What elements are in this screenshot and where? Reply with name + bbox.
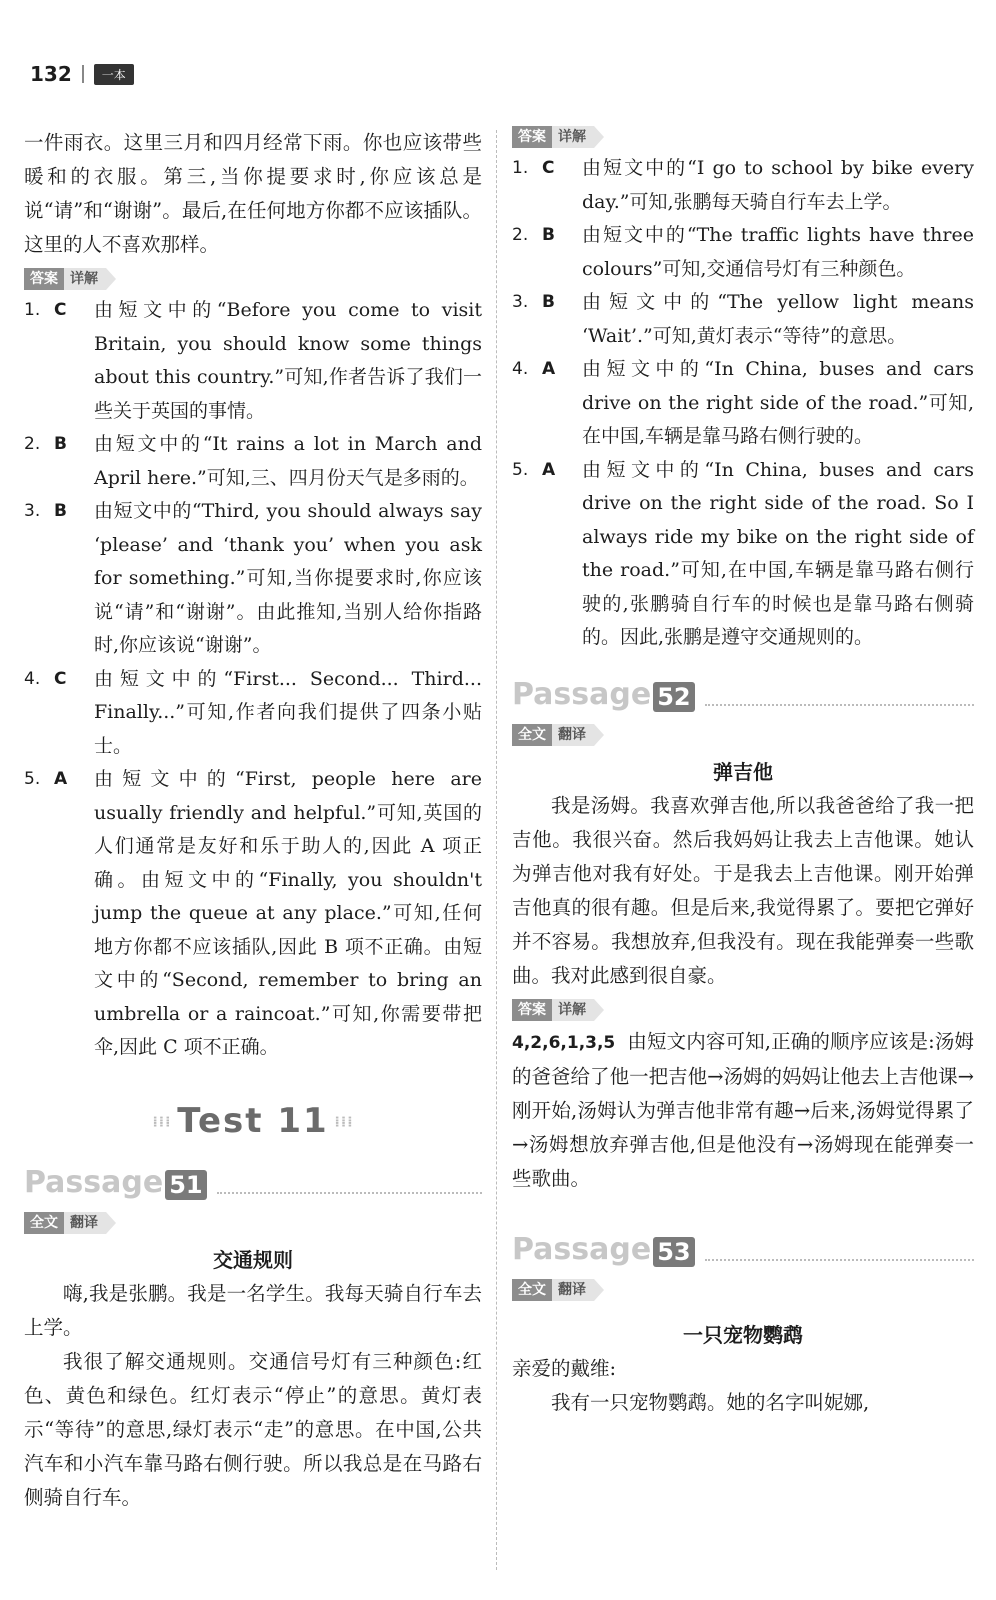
passage-number: 52 xyxy=(653,682,694,712)
answer-item: 2. B 由短文中的“The traffic lights have three colours”可知,交通信号灯有三种颜色。 xyxy=(512,224,974,280)
order-answer xyxy=(512,1025,974,1196)
answer-item: 2. B 由短文中的“It rains a lot in March and April here.”可知,三、四月份天气是多雨的。 xyxy=(24,433,482,489)
answer-item: 1. C 由短文中的“Before you come to visit Britain, you should know some things about this country.”可知,作者告诉了我们一些关于英国的事情。 xyxy=(24,299,482,422)
translation-title: 交通规则 xyxy=(213,1247,293,1272)
letter-salutation: 亲爱的戴维: xyxy=(512,1356,617,1380)
passage-number: 53 xyxy=(653,1237,694,1267)
intro-paragraph: 一件雨衣。这里三月和四月经常下雨。你也应该带些暖和的衣服。第三,当你提要求时,你应该总是说“请”和“谢谢”。最后,在任何地方你都不应该插队。这里的人不喜欢那样。 xyxy=(24,131,482,256)
answer-item: 1. C 由短文中的“I go to school by bike every day.”可知,张鹏每天骑自行车去上学。 xyxy=(512,157,974,213)
translation-title: 弹吉他 xyxy=(713,759,773,784)
page-number: 132 xyxy=(30,62,72,86)
left-column xyxy=(24,126,482,1515)
book-badge: 一本 xyxy=(94,64,134,85)
translation-paragraph: 我很了解交通规则。交通信号灯有三种颜色:红色、黄色和绿色。红灯表示“停止”的意思。黄灯表示“等待”的意思,绿灯表示“走”的意思。在中国,公共汽车和小汽车靠马路右侧行驶。所以我总是在马路右侧骑自行车。 xyxy=(24,1349,482,1509)
full-translation-tag: 全文 翻译 xyxy=(512,724,594,746)
answer-item: 3. B 由短文中的“Third, you should always say ‘please’ and ‘thank you’ when you ask for something.”可知,当你提要求时,你应该说“请”和“谢谢”。由此推知,当别人给你指路时,你应该说“谢谢”。 xyxy=(24,500,482,656)
test-heading: ⁞⁞⁞ Test 11 ⁞⁞⁞ xyxy=(152,1100,354,1141)
right-column xyxy=(512,126,974,1420)
passage-heading: Passage 53 xyxy=(512,1232,974,1267)
full-translation-tag: 全文 翻译 xyxy=(512,1279,594,1301)
translation-paragraph: 嗨,我是张鹏。我是一名学生。我每天骑自行车去上学。 xyxy=(24,1281,482,1339)
page-header xyxy=(30,62,134,86)
answer-item: 4. C 由短文中的“First... Second... Third... Finally...”可知,作者向我们提供了四条小贴士。 xyxy=(24,667,482,757)
passage-number: 51 xyxy=(165,1170,206,1200)
answer-item: 4. A 由短文中的“In China, buses and cars drive on the right side of the road.”可知,在中国,车辆是靠马路右侧行驶的。 xyxy=(512,358,974,447)
order-explanation: 由短文内容可知,正确的顺序应该是:汤姆的爸爸给了他一把吉他→汤姆的妈妈让他去上吉他课→刚开始,汤姆认为弹吉他非常有趣→后来,汤姆觉得累了→汤姆想放弃弹吉他,但是他没有→汤姆现在能弹奏一些歌曲。 xyxy=(512,1029,974,1190)
answer-item: 3. B 由短文中的“The yellow light means ‘Wait’.”可知,黄灯表示“等待”的意思。 xyxy=(512,291,974,347)
answer-item: 5. A 由短文中的“First, people here are usually friendly and helpful.”可知,英国的人们通常是友好和乐于助人的,因此 A 项正确。由短文中的“Finally, you shouldn't jump the queue at any place.”可知,任何地方你都不应该插队,因此 B 项不正确。由短文中的“Second, remember to bring an umbrella or a raincoat.”可知,你需要带把伞,因此 C 项不正确。 xyxy=(24,768,482,1058)
translation-paragraph: 我是汤姆。我喜欢弹吉他,所以我爸爸给了我一把吉他。我很兴奋。然后我妈妈让我去上吉他课。她认为弹吉他对我有好处。于是我去上吉他课。刚开始弹吉他真的很有趣。但是后来,我觉得累了。要把它弹好并不容易。我想放弃,但我没有。现在我能弹奏一些歌曲。我对此感到很自豪。 xyxy=(512,793,974,987)
translation-paragraph: 我有一只宠物鹦鹉。她的名字叫妮娜, xyxy=(551,1390,870,1414)
order-key: 4,2,6,1,3,5 xyxy=(512,1032,616,1053)
answer-explain-tag: 答案 详解 xyxy=(512,126,594,148)
column-divider xyxy=(496,130,497,1570)
answer-explain-tag: 答案 详解 xyxy=(24,268,106,290)
passage-heading: Passage 52 xyxy=(512,677,974,712)
answer-explain-tag: 答案 详解 xyxy=(512,999,594,1021)
answer-item: 5. A 由短文中的“In China, buses and cars drive on the right side of the road. So I always ride my bike on the right side of the road.”可知,在中国,车辆是靠马路右侧行驶的,张鹏骑自行车的时候也是靠马路右侧骑的。因此,张鹏是遵守交通规则的。 xyxy=(512,458,974,648)
header-divider xyxy=(82,65,84,83)
passage-heading: Passage 51 xyxy=(24,1165,482,1200)
translation-title: 一只宠物鹦鹉 xyxy=(683,1322,803,1347)
full-translation-tag: 全文 翻译 xyxy=(24,1212,106,1234)
